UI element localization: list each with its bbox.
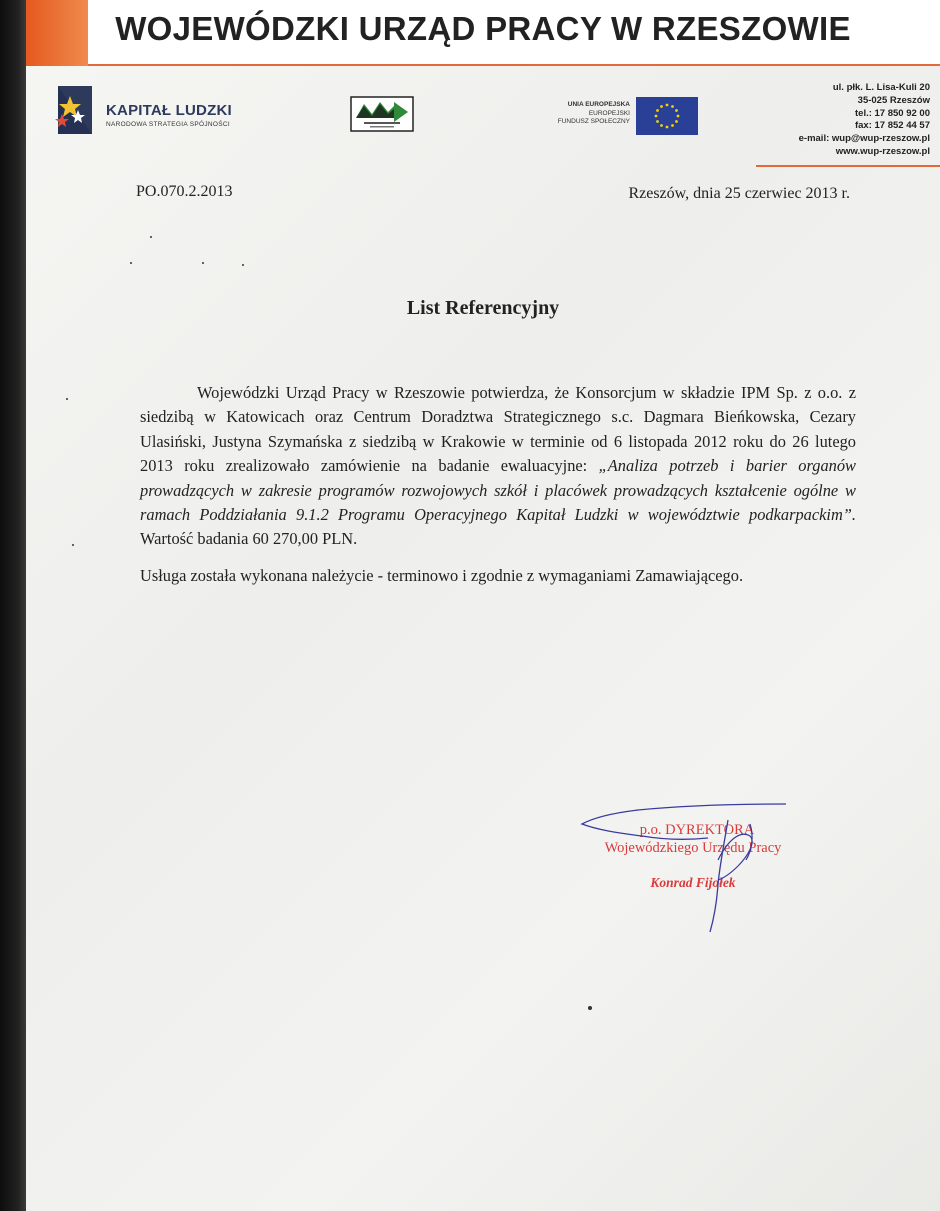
stamp-line-2: Wojewódzkiego Urzędu Pracy <box>604 840 782 856</box>
kapital-ludzki-subtitle: NARODOWA STRATEGIA SPÓJNOŚCI <box>106 121 230 128</box>
signature-stamp <box>578 800 808 940</box>
contact-fax: fax: 17 852 44 57 <box>854 120 930 132</box>
handwritten-signature <box>578 800 808 940</box>
contact-postal: 35-025 Rzeszów <box>857 94 930 106</box>
contact-street: ul. płk. L. Lisa-Kuli 20 <box>832 82 930 93</box>
kapital-ludzki-name: KAPITAŁ LUDZKI <box>106 102 232 119</box>
wup-arrow-logo <box>350 96 414 132</box>
letterhead-rule <box>88 64 940 66</box>
letter-page <box>26 0 940 1211</box>
paragraph-1-intro: Wojewódzki Urząd Pracy w Rzeszowie potwierdza, że Konsorcjum w składzie IPM Sp. z o.o. z siedzibą w Katowicach oraz Centrum Doradztwa Strategicznego s.c. Dagmara Bieńkowska, Cezary Ulasiński, Justyna Szymańska z siedzibą w Krakowie w terminie od 6 listopada 2012 roku do 26 lutego 2013 roku zrealizowało zamówienie na badanie ewaluacyjne: <box>140 383 856 476</box>
eu-label-line3: FUNDUSZ SPOŁECZNY <box>557 118 630 125</box>
scan-speck <box>150 236 152 238</box>
eu-label <box>506 101 630 127</box>
eu-flag-icon <box>636 97 698 135</box>
reference-number: PO.070.2.2013 <box>136 183 233 200</box>
contact-email[interactable]: e-mail: wup@wup-rzeszow.pl <box>798 133 930 145</box>
stamp-name: Konrad Fijołek <box>650 875 736 890</box>
contact-rule <box>756 165 940 167</box>
paragraph-1 <box>140 381 856 552</box>
letter-body <box>140 381 856 588</box>
institution-name: WOJEWÓDZKI URZĄD PRACY W RZESZOWIE <box>115 10 851 47</box>
letter-title: List Referencyjny <box>406 297 560 319</box>
letter-date: Rzeszów, dnia 25 czerwiec 2013 r. <box>628 185 850 202</box>
paragraph-1-value: Wartość badania 60 270,00 PLN. <box>140 529 358 549</box>
scan-speck <box>242 264 244 266</box>
eu-label-line2: EUROPEJSKI <box>588 109 630 117</box>
eu-stars-icon <box>636 97 698 135</box>
paragraph-2: Usługa została wykonana należycie - terminowo i zgodnie z wymaganiami Zamawiającego. <box>140 565 744 585</box>
study-title: „Analiza potrzeb i barier organów prowadzących w zakresie programów rozwojowych szkół i placówek prowadzących kształcenie ogólne w ramach Poddziałania 9.1.2 Programu Operacyjnego Kapitał Ludzki w województwie podkarpackim”. <box>140 456 856 525</box>
eu-label-line1: UNIA EUROPEJSKA <box>567 101 630 108</box>
contact-website[interactable]: www.wup-rzeszow.pl <box>835 145 930 157</box>
kapital-ludzki-logo <box>52 84 272 136</box>
contact-tel: tel.: 17 850 92 00 <box>855 107 930 119</box>
letterhead <box>26 0 940 66</box>
scan-speck <box>72 544 74 546</box>
stamp-line-1: p.o. DYREKTORA <box>639 822 755 838</box>
scan-speck <box>588 1006 592 1010</box>
scan-speck <box>202 262 204 264</box>
scan-speck <box>130 262 132 264</box>
contact-info <box>706 82 930 159</box>
scan-edge <box>0 0 26 1211</box>
kapital-ludzki-icon <box>52 84 102 136</box>
scan-speck <box>66 398 68 400</box>
